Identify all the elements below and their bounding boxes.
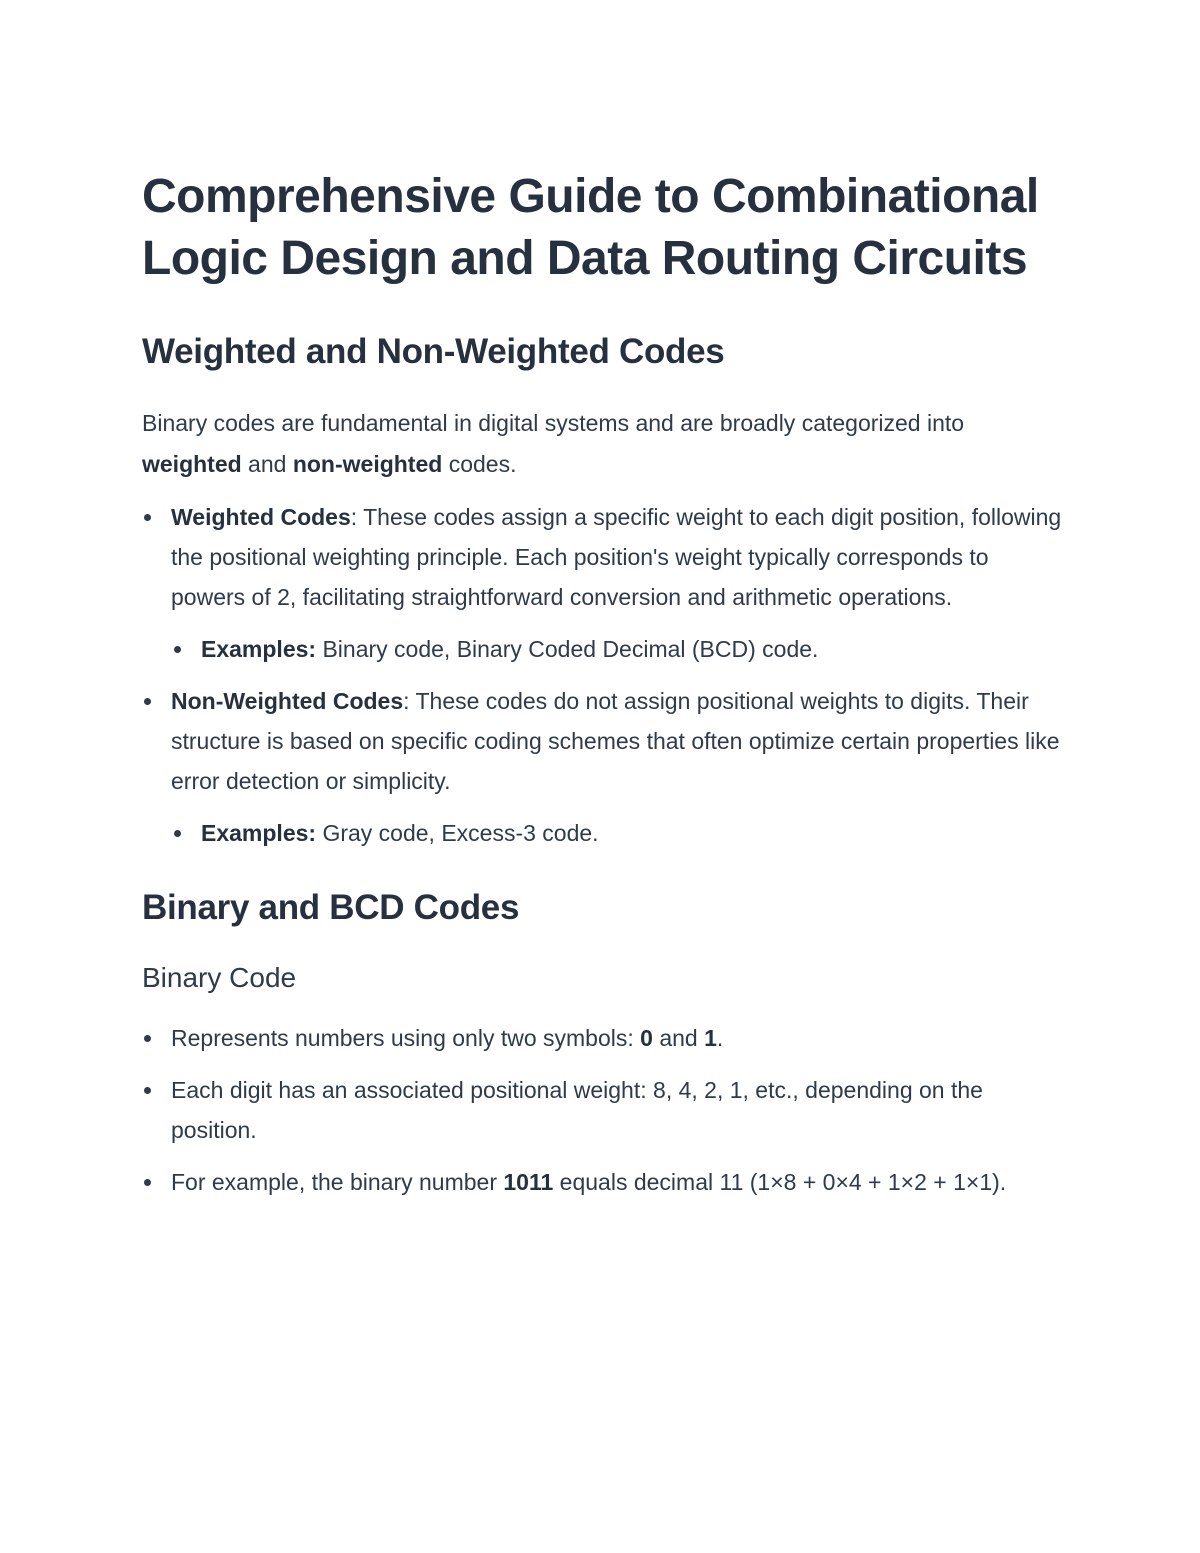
list-item-label: Non-Weighted Codes (171, 688, 404, 714)
subheading-binary-code: Binary Code (142, 962, 297, 993)
document-page (142, 166, 1062, 1202)
list-item-non-weighted-codes (142, 681, 1062, 853)
intro-text-1: Binary codes are fundamental in digital systems and are broadly categorized into (142, 410, 965, 436)
list-item-text: : These codes do not assign positional weights to digits. Their structure is based on specific coding schemes that often optimize certain properties like error detection or simplicity. (171, 688, 1060, 794)
binary-code-list (142, 1018, 1062, 1202)
list-item-text: and (652, 1025, 705, 1051)
page-title: Comprehensive Guide to Combinational Logic Design and Data Routing Circuits (142, 170, 1039, 285)
code-types-list (142, 497, 1062, 853)
intro-paragraph (142, 403, 1062, 485)
examples-label: Examples: (201, 820, 317, 846)
list-item-examples (171, 813, 1062, 853)
intro-bold-non-weighted: non-weighted (292, 451, 443, 477)
bold-zero: 0 (640, 1025, 653, 1051)
intro-text-2: and (241, 451, 293, 477)
list-item-text: Represents numbers using only two symbols: (171, 1025, 641, 1051)
non-weighted-examples-list (171, 813, 1062, 853)
section-heading-binary-bcd: Binary and BCD Codes (142, 888, 520, 927)
section-heading-weighted-codes: Weighted and Non-Weighted Codes (142, 332, 725, 371)
list-item-examples (171, 629, 1062, 669)
intro-text-3: codes. (442, 451, 517, 477)
examples-text: Gray code, Excess-3 code. (316, 820, 599, 846)
list-item-text: equals decimal 11 (1×8 + 0×4 + 1×2 + 1×1). (553, 1169, 1007, 1195)
list-item-positional-weight (142, 1070, 1062, 1150)
list-item-weighted-codes (142, 497, 1062, 669)
list-item-symbols (142, 1018, 1062, 1058)
list-item-text: For example, the binary number (171, 1169, 504, 1195)
bold-binary-number: 1011 (503, 1169, 554, 1195)
examples-label: Examples: (201, 636, 317, 662)
list-item-text: Each digit has an associated positional weight: 8, 4, 2, 1, etc., depending on the position. (171, 1077, 983, 1143)
weighted-examples-list (171, 629, 1062, 669)
list-item-text: . (716, 1025, 724, 1051)
bold-one: 1 (704, 1025, 717, 1051)
list-item-label: Weighted Codes (171, 504, 351, 530)
examples-text: Binary code, Binary Coded Decimal (BCD) code. (316, 636, 819, 662)
intro-bold-weighted: weighted (142, 451, 242, 477)
list-item-text: : These codes assign a specific weight to each digit position, following the positional weighting principle. Each position's weight typically corresponds to powers of 2, facilitating straightforward conversion and arithmetic operations. (171, 504, 1062, 610)
list-item-example (142, 1162, 1062, 1202)
